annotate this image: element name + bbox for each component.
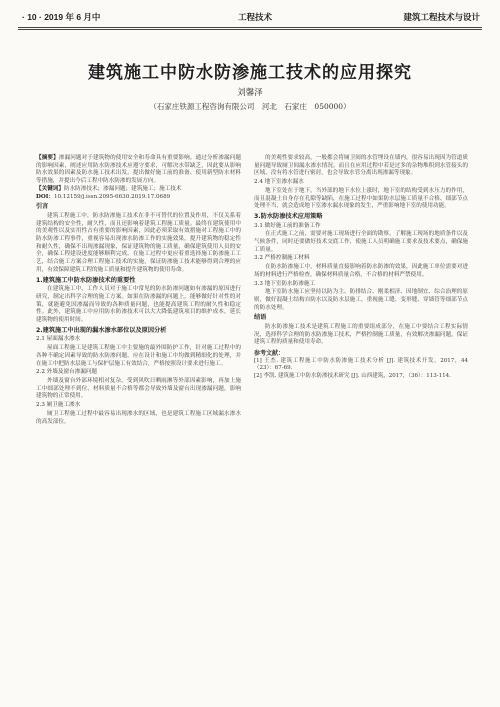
- section-1-paragraph: 在建筑施工中，工作人员对于施工中常见的防水防渗问题如有渗漏的原因进行研究，制定出科学合理的施工方案。如果在防渗漏的问题上，能够做好针对性的对策，就能避免因渗漏而导致的各种质量问题，也能提高建筑工程的耐久性和稳定性。此外，建筑施工中应用防水防渗技术可以大大降低建筑项目的维护成本，延长建筑物的使用时间。: [36, 286, 241, 324]
- subsection-2-4-heading: 2.4 地下室渗水漏水: [254, 179, 304, 186]
- abstract-block: [36, 155, 241, 201]
- conclusion-heading: 结语: [254, 314, 267, 322]
- right-column: [254, 155, 468, 380]
- conclusion-paragraph: 防水防渗施工技术是建筑工程施工的重要组成部分，在施工中要结合工程实际情况，选择科学合理的防水防渗施工技术，严格控制施工质量，有效解决渗漏问题，保证建筑工程的质量和使用寿命。: [254, 324, 468, 346]
- subsection-3-1-paragraph: 在正式施工之前，需要对施工现场进行全面的勘察，了解施工现场的地质条件以及气候条件，同时还要做好技术交底工作，使施工人员明确施工要求及技术要点，确保施工质量。: [254, 231, 468, 253]
- author-affiliation: （石家庄铁源工程咨询有限公司 河北 石家庄 050000）: [149, 102, 351, 111]
- keywords-text: 防水防渗技术；渗漏问题；建筑施工；施工技术: [63, 185, 182, 192]
- doi-label: DOI：: [36, 193, 54, 200]
- intro-heading: 引言: [36, 203, 49, 211]
- subsection-3-1-heading: 3.1 做好施工前的准备工作: [254, 222, 321, 229]
- section-1-heading: 1.建筑施工中防水防渗技术的重要性: [36, 276, 136, 284]
- doi-text: 10.12159/j.issn.2095-6630.2019.17.0689: [53, 193, 171, 200]
- subsection-2-3-heading: 2.3 厕卫施工渗水: [36, 402, 81, 409]
- page-header: [10, 8, 490, 24]
- subsection-2-4-paragraph: 地下室处在于地下，当外部的地下水位上涨时，地下室的结构受到水压力的作用，而且混凝土自身存在孔隙等缺陷，在施工过程中如果防水层施工质量不合格、细部节点处理不当，就会造成地下室渗水漏水现象的发生，严重影响地下室的使用功能。: [254, 187, 468, 210]
- subsection-2-1-heading: 2.1 屋面漏水渗水: [36, 336, 81, 343]
- issue-label: · 10 · 2019 年 6 月中: [22, 12, 101, 22]
- intro-paragraph: 建筑工程施工中，防水防渗施工技术在非不可替代的位置及作用，不仅关系着建筑结构的安全性，耐久性，而且还影响着建筑工程施工质量。最终在建筑使用中的美观性以及实用性占有重要的影响因素，因此必须采取有效措施对工程施工中的防水防渗工程事件，重视容易出现渗水防渗工作的实施效果，提升建筑物的稳定性和耐久性，确保不出现渗漏现象，保证建筑物的施工质量，确保建筑使用人员的安全，确保工程建设进度能够顺利完成。在施工过程中更应着重选择施工防渗施工工艺，结合施工方案合理工程施工技术的实施，保证防渗施工技术能够得到合理的应用，有效保障建筑工程的施工质量和提升建筑物的使用寿命。: [36, 212, 241, 273]
- keywords-label: 【关键词】: [36, 185, 64, 192]
- section-name: 建筑工程技术与设计: [403, 12, 480, 22]
- section-3-heading: 3.防水防渗技术应用策略: [254, 212, 323, 220]
- subsection-3-3-paragraph: 地下室防水施工应坚持以防为主、防排结合、刚柔相济、因地制宜、综合治理的原则，做好混凝土结构自防水以及防水层施工，重视施工缝、变形缝、穿墙管等细部节点的防水处理。: [254, 289, 468, 311]
- subsection-2-2-paragraph: 外墙及窗台外部环境相对复杂，受到风吹日晒雨淋等外部因素影响，再加上施工中细部处理不到位、材料质量不合格等都会导致外墙及窗台出现渗漏问题，影响建筑物的正常使用。: [36, 377, 241, 400]
- reference-item: [2] 李凯. 建筑施工中防水防渗技术研究 [J]. 山西建筑，2017，（36）：113-114.: [254, 372, 451, 379]
- abstract-text: 渗漏问题对于建筑物的使用安全和寿命具有重要影响。通过分析渗漏问题的影响因素，阐述应用防水防渗技术应遵守要求，可解决水带缺乏，因此要从影响防水效果的因素及防水施工技术出发，提出做好施工前的准备、使用新型防水材料等措施，并提出今后工程中防水防渗的发展方向。: [36, 155, 241, 185]
- right-continued-paragraph: 的美观性要求较高，一般都会将厕卫间的水管埋设在墙内，很容易出现因为管道质量问题导致厕卫间漏水渗水情况。而且在应用过程中若是过多的杂物堆积到水管接头的区域，没有将水管进行密封，也会导致水管分离出现渗漏等现象。: [254, 155, 468, 177]
- subsection-2-1-paragraph: 屋面工程施工是建筑工程施工中主要施的最外围防护工作，针对施工过程中的各种不确定因素导致的防水防渗问题，应在设计和施工中均做到精细化的处理，并在施工中把防水层施工与保护层施工有效结合，严格按照设计要求进行施工。: [36, 345, 241, 367]
- subsection-3-3-heading: 3.3 地下室防水防渗施工: [254, 280, 316, 287]
- references-heading: 参考文献：: [254, 350, 285, 358]
- left-column: [36, 155, 241, 426]
- author-name: 刘馨泽: [237, 88, 263, 98]
- subsection-2-2-heading: 2.2 外墙及窗台渗漏问题: [36, 369, 98, 376]
- subsection-3-2-heading: 3.2 严格控制施工材料: [254, 255, 310, 262]
- journal-name: 工程技术: [238, 12, 273, 22]
- header-rule-thin: [18, 29, 482, 30]
- subsection-2-3-paragraph: 厕卫工程施工过程中最容易出现渗水的区域，也是建筑工程施工区域漏水渗水的高发部位。: [36, 410, 241, 425]
- header-rule: [18, 27, 482, 28]
- section-2-heading: 2.建筑施工中出现的漏水渗水部位以及原因分析: [36, 326, 167, 334]
- subsection-3-2-paragraph: 在防水防渗施工中，材料质量直接影响着防水防渗的效果，因此施工单位需要对进场的材料进行严格检查，确保材料质量合格，不合格的材料严禁使用。: [254, 264, 468, 278]
- reference-item: [1] 王杰. 建筑工程施工中防水防渗施工技术分析 [J]. 建筑技术开发，2017，44（23）：67-69.: [254, 357, 468, 372]
- abstract-label: 【摘要】: [36, 155, 59, 161]
- article-title: 建筑施工中防水防渗施工技术的应用探究: [88, 63, 412, 83]
